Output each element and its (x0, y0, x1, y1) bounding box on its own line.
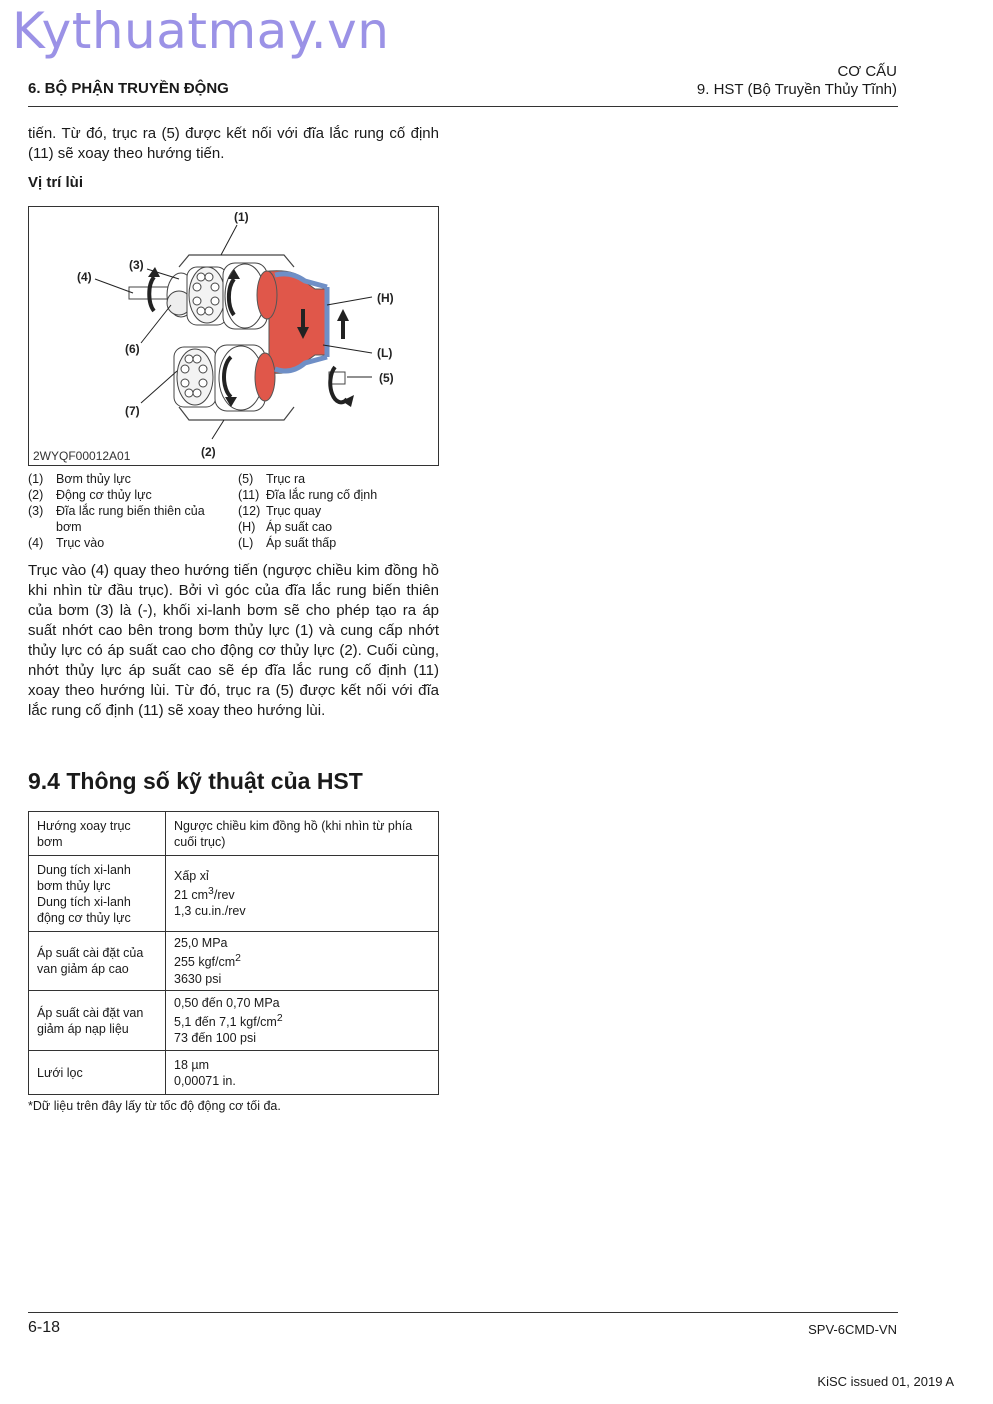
spec-value: Xấp xỉ 21 $cm^3$/rev 1,3 cu.in./rev (166, 856, 439, 932)
callout-1: (1) (234, 210, 249, 224)
legend-item: (3) Đĩa lắc rung biến thiên của bơm (28, 504, 205, 534)
figure-code: 2WYQF00012A01 (33, 449, 131, 463)
spec-key: Áp suất cài đặt van giảm áp nạp liệu (29, 991, 166, 1051)
callout-2: (2) (201, 445, 216, 459)
spec-key: Áp suất cài đặt của van giảm áp cao (29, 932, 166, 991)
callout-l: (L) (377, 346, 393, 360)
section-title: 9.4 Thông số kỹ thuật của HST (28, 768, 363, 794)
footnote: *Dữ liệu trên đây lấy từ tốc độ động cơ tối đa. (28, 1099, 281, 1113)
watermark-logo: Kythuatmay.vn (12, 2, 390, 60)
header-subsection: 9. HST (Bộ Truyền Thủy Tĩnh) (696, 81, 897, 98)
spec-value: 0,50 đến 0,70 MPa 5,1 đến 7,1 kgf/$cm^2$ 73 đến 100 psi (166, 991, 439, 1051)
header-section: 6. BỘ PHẬN TRUYỀN ĐỘNG (28, 80, 229, 97)
spec-key: Lưới lọc (29, 1051, 166, 1095)
table-row (29, 812, 439, 856)
spec-value: 18 µm 0,00071 in. (166, 1051, 439, 1095)
callout-6: (6) (125, 342, 140, 356)
table-row (29, 1051, 439, 1095)
legend-item: (4) Trục vào (28, 536, 105, 550)
page-number: 6-18 (28, 1319, 61, 1336)
spec-value: Ngược chiều kim đồng hồ (khi nhìn từ phía cuối trục) (166, 812, 439, 856)
legend-right-column (238, 471, 436, 551)
table-row (29, 856, 439, 932)
callout-4: (4) (77, 270, 92, 284)
spec-table (28, 811, 439, 1095)
spec-value: 25,0 MPa 255 kgf/$cm^2$ 3630 psi (166, 932, 439, 991)
callout-h: (H) (377, 291, 394, 305)
intro-paragraph: tiến. Từ đó, trục ra (5) được kết nối với đĩa lắc rung cố định (11) sẽ xoay theo hướng tiến. (28, 125, 439, 162)
hst-reverse-diagram (28, 206, 439, 466)
legend-item: (2) Động cơ thủy lực (28, 488, 152, 502)
table-row (29, 991, 439, 1051)
header-divider (28, 106, 898, 107)
legend-left-column (28, 471, 226, 551)
spec-key: Dung tích xi-lanh bơm thủy lực Dung tích xi-lanh động cơ thủy lực (29, 856, 166, 932)
footer-divider (28, 1312, 898, 1313)
reverse-heading: Vị trí lùi (28, 174, 84, 191)
callout-7: (7) (125, 404, 140, 418)
callout-5: (5) (379, 371, 394, 385)
document-code: SPV-6CMD-VN (808, 1322, 897, 1337)
table-row (29, 932, 439, 991)
legend-item: (5) Trục ra (238, 472, 306, 486)
header-category: CƠ CẤU (837, 63, 897, 80)
header-right (697, 63, 897, 99)
legend-item: (12) Trục quay (238, 504, 322, 518)
reverse-paragraph: Trục vào (4) quay theo hướng tiến (ngược chiều kim đồng hồ khi nhìn từ đầu trục). Bởi vì góc của đĩa lắc rung biến thiên của bơm (3) là (-), khối xi-lanh bơm sẽ cho phép tạo ra áp suất nhớt cao bên trong bơm thủy lực (1) và cung cấp nhớt thủy lực có áp suất cao cho động cơ thủy lực (2). Cuối cùng, nhớt thủy lực áp suất cao sẽ ép đĩa lắc rung cố định (11) xoay theo hướng lùi. Từ đó, trục ra (5) được kết nối với đĩa lắc rung cố định (11) sẽ xoay theo hướng lùi. (28, 562, 439, 719)
callout-3: (3) (129, 258, 144, 272)
legend-item: (L) Áp suất thấp (238, 536, 337, 550)
issue-note: KiSC issued 01, 2019 A (817, 1374, 954, 1389)
legend-item: (11) Đĩa lắc rung cố định (238, 488, 378, 502)
legend-item: (1) Bơm thủy lực (28, 472, 131, 486)
spec-key: Hướng xoay trục bơm (29, 812, 166, 856)
legend-item: (H) Áp suất cao (238, 520, 333, 534)
